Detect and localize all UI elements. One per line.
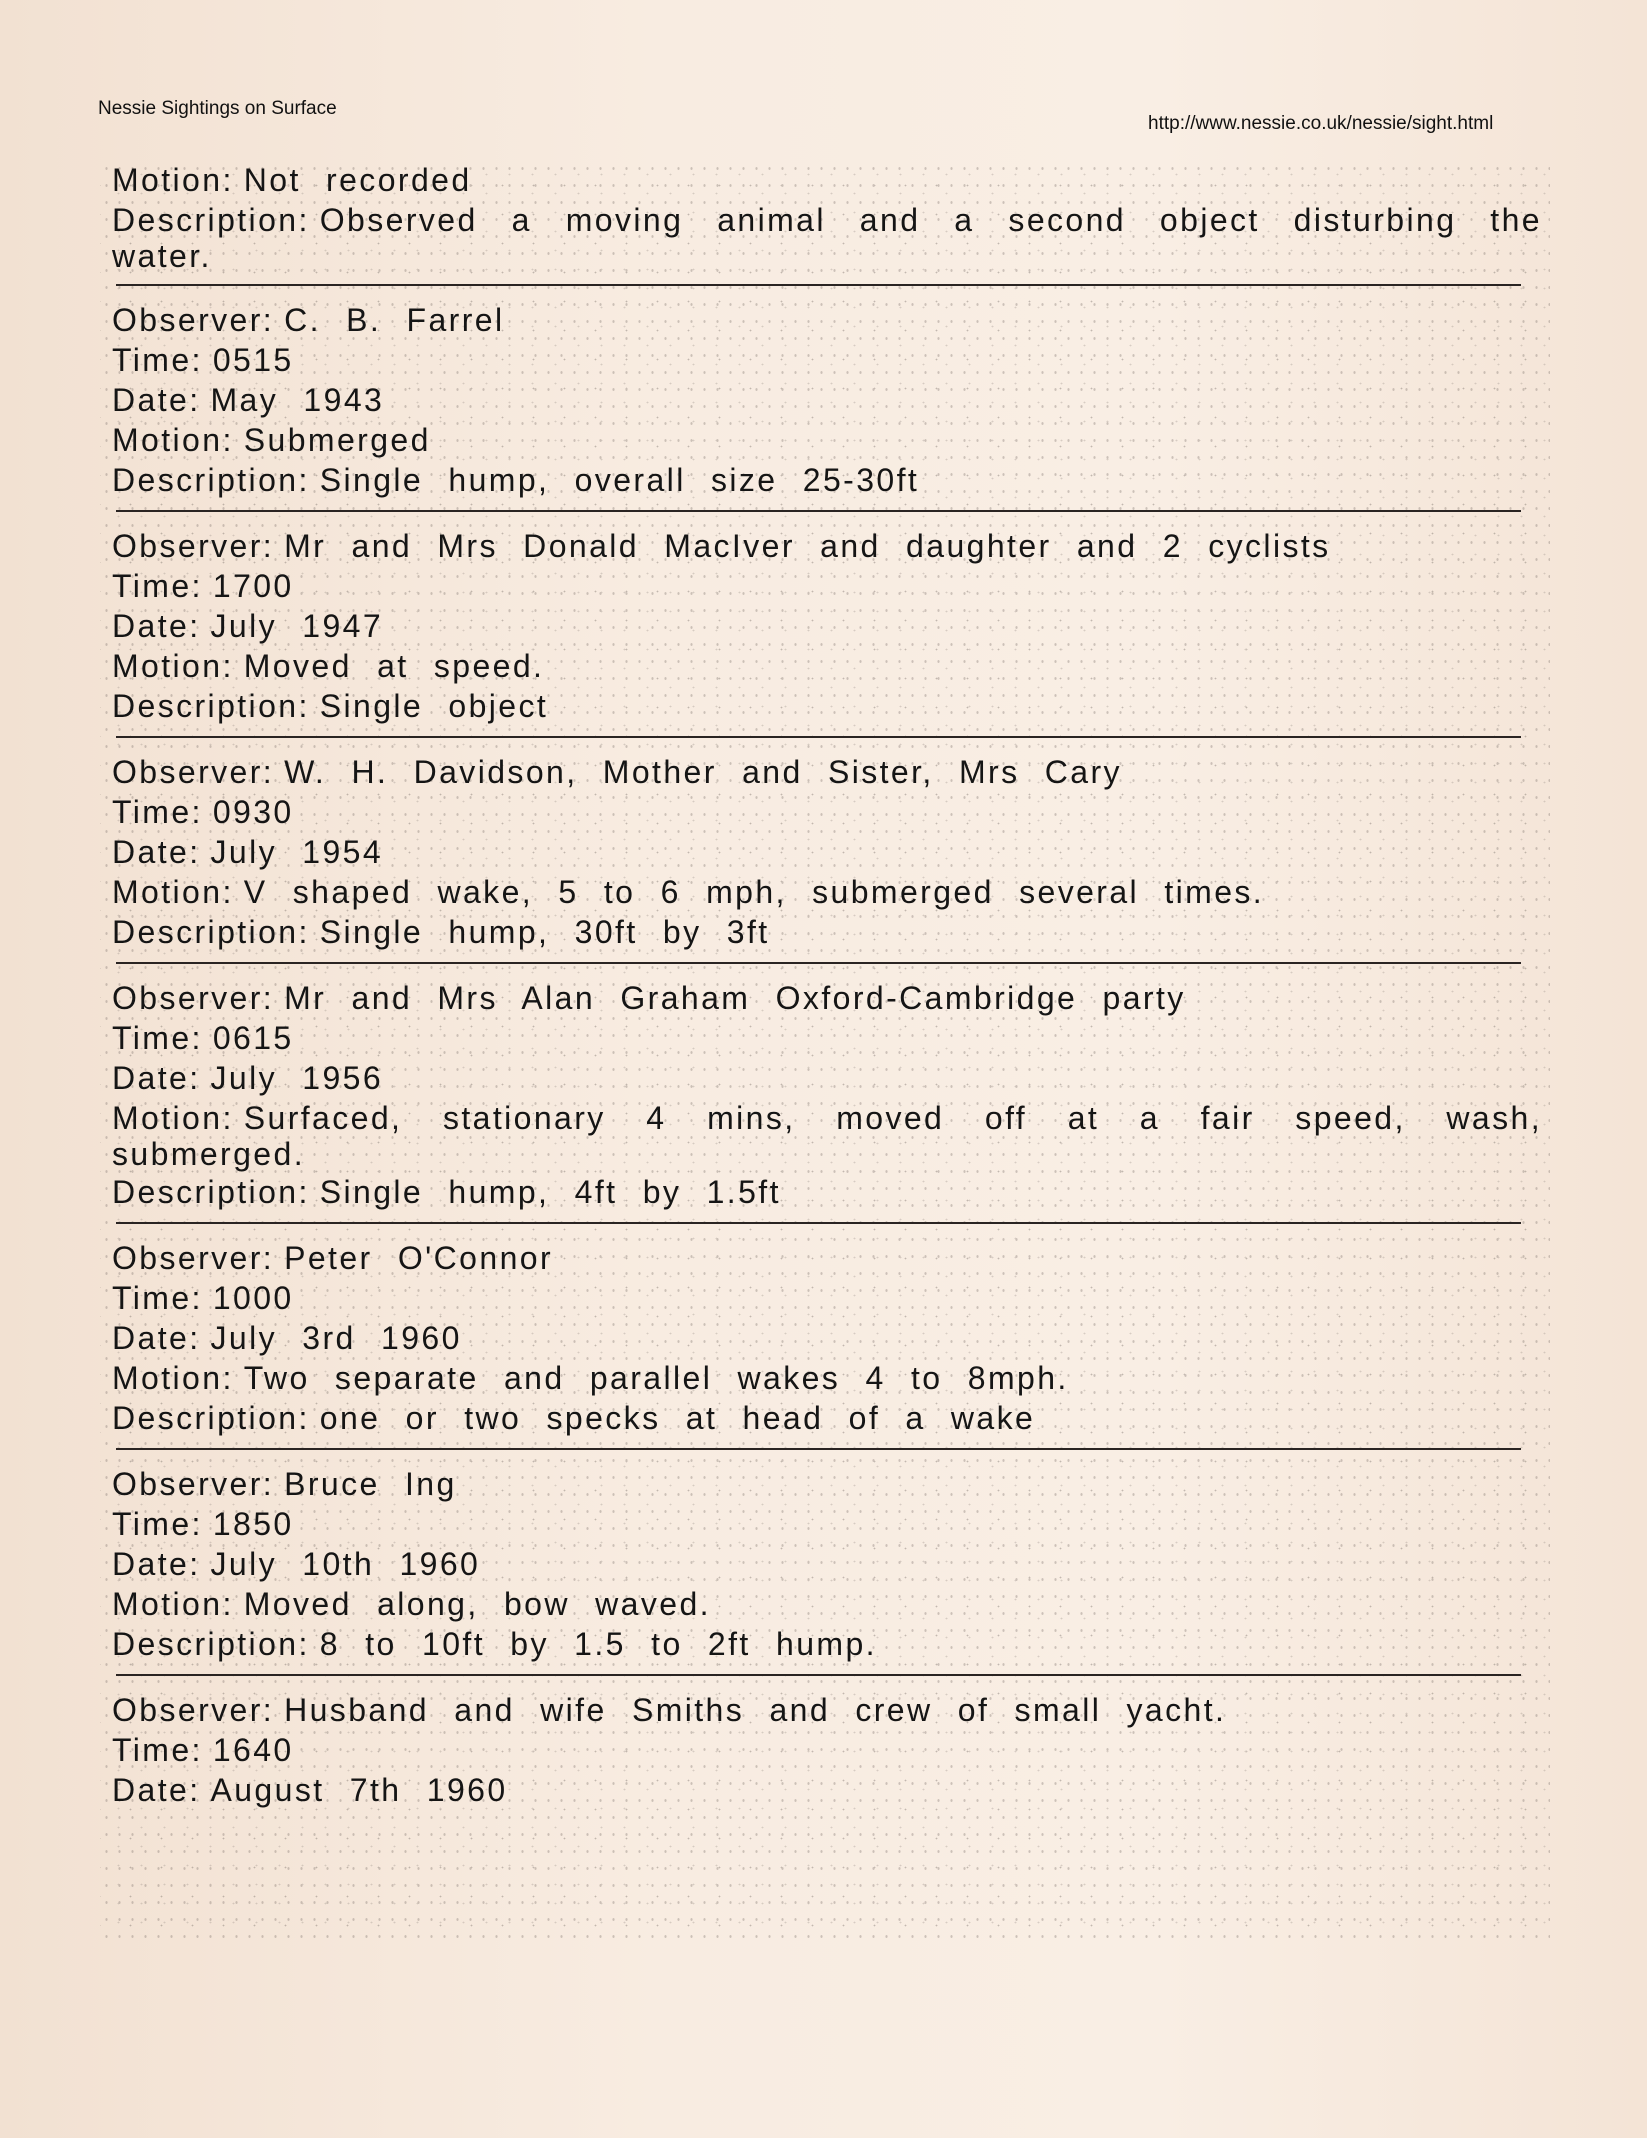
entry-time: 1700	[212, 568, 294, 604]
entry-observer-row	[112, 300, 1542, 340]
entry-date-row	[112, 1318, 1542, 1358]
sighting-entry	[112, 1238, 1542, 1450]
entry-description-row	[112, 1624, 1542, 1664]
time-label: Time:	[112, 1732, 203, 1768]
entry-description: 8 to 10ft by 1.5 to 2ft hump.	[319, 1626, 877, 1662]
entry-divider	[116, 962, 1521, 964]
date-label: Date:	[112, 1772, 201, 1808]
sightings-list	[112, 160, 1542, 1810]
entry-motion: Submerged	[243, 422, 431, 458]
entry-observer-row	[112, 1464, 1542, 1504]
entry-time: 0515	[212, 342, 294, 378]
page-header-title: Nessie Sightings on Surface	[98, 98, 337, 119]
motion-label: Motion:	[112, 1360, 234, 1396]
description-label: Description:	[112, 1400, 310, 1436]
entry-motion: Not recorded	[243, 162, 472, 198]
entry-description: Single hump, 4ft by 1.5ft	[319, 1174, 781, 1210]
time-label: Time:	[112, 568, 203, 604]
description-label: Description:	[112, 1626, 310, 1662]
sighting-entry	[112, 752, 1542, 964]
entry-observer: W. H. Davidson, Mother and Sister, Mrs Cary	[284, 754, 1122, 790]
entry-motion-row	[112, 872, 1542, 912]
motion-label: Motion:	[112, 1586, 234, 1622]
entry-observer-row	[112, 978, 1542, 1018]
date-label: Date:	[112, 1320, 201, 1356]
entry-observer-row	[112, 526, 1542, 566]
entry-description-row	[112, 1172, 1542, 1212]
entry-time: 0615	[212, 1020, 294, 1056]
entry-date: July 1947	[210, 608, 384, 644]
observer-label: Observer:	[112, 528, 275, 564]
entry-time-row	[112, 1730, 1542, 1770]
entry-description: Observed a moving animal and a second object disturbing the water.	[112, 202, 1542, 274]
entry-date: July 1954	[210, 834, 384, 870]
sighting-entry	[112, 300, 1542, 512]
sighting-entry	[112, 526, 1542, 738]
entry-time-row	[112, 1018, 1542, 1058]
entry-time-row	[112, 1278, 1542, 1318]
motion-label: Motion:	[112, 874, 234, 910]
entry-time-row	[112, 792, 1542, 832]
entry-time-row	[112, 1504, 1542, 1544]
sighting-entry-truncated	[112, 1690, 1542, 1810]
entry-divider	[116, 1222, 1521, 1224]
entry-description: Single object	[319, 688, 549, 724]
description-label: Description:	[112, 202, 310, 238]
entry-time: 1640	[212, 1732, 294, 1768]
entry-observer-row	[112, 1238, 1542, 1278]
entry-description: one or two specks at head of a wake	[319, 1400, 1036, 1436]
entry-motion-row	[112, 1358, 1542, 1398]
time-label: Time:	[112, 342, 203, 378]
entry-date-row	[112, 1544, 1542, 1584]
date-label: Date:	[112, 834, 201, 870]
motion-label: Motion:	[112, 648, 234, 684]
observer-label: Observer:	[112, 1240, 275, 1276]
entry-description: Single hump, 30ft by 3ft	[319, 914, 770, 950]
observer-label: Observer:	[112, 302, 275, 338]
entry-motion: Moved along, bow waved.	[243, 1586, 711, 1622]
motion-label: Motion:	[112, 422, 234, 458]
entry-date-row	[112, 1058, 1542, 1098]
entry-divider	[116, 1674, 1521, 1676]
date-label: Date:	[112, 382, 201, 418]
entry-observer: Husband and wife Smiths and crew of small yacht.	[284, 1692, 1227, 1728]
entry-observer-row	[112, 752, 1542, 792]
entry-divider	[116, 1448, 1521, 1450]
entry-date-row	[112, 1770, 1542, 1810]
entry-motion-row	[112, 1584, 1542, 1624]
entry-description-row	[112, 200, 1542, 274]
entry-divider	[116, 284, 1521, 286]
time-label: Time:	[112, 794, 203, 830]
date-label: Date:	[112, 1546, 201, 1582]
entry-divider	[116, 736, 1521, 738]
sighting-entry	[112, 978, 1542, 1224]
entry-date: July 1956	[210, 1060, 384, 1096]
entry-observer: Bruce Ing	[284, 1466, 457, 1502]
entry-motion-row	[112, 1098, 1542, 1172]
entry-divider	[116, 510, 1521, 512]
entry-observer: Mr and Mrs Alan Graham Oxford-Cambridge party	[284, 980, 1186, 1016]
entry-observer: Peter O'Connor	[284, 1240, 554, 1276]
entry-date-row	[112, 606, 1542, 646]
observer-label: Observer:	[112, 980, 275, 1016]
entry-motion: Surfaced, stationary 4 mins, moved off at a fair speed, wash, submerged.	[112, 1100, 1542, 1172]
entry-time-row	[112, 566, 1542, 606]
page-header-url: http://www.nessie.co.uk/nessie/sight.html	[1148, 113, 1494, 134]
entry-description-row	[112, 912, 1542, 952]
entry-observer-row	[112, 1690, 1542, 1730]
entry-time: 0930	[212, 794, 294, 830]
motion-label: Motion:	[112, 162, 234, 198]
sighting-entry-partial	[112, 160, 1542, 286]
entry-time: 1850	[212, 1506, 294, 1542]
entry-observer: C. B. Farrel	[284, 302, 505, 338]
entry-observer: Mr and Mrs Donald MacIver and daughter and 2 cyclists	[284, 528, 1331, 564]
entry-date: July 3rd 1960	[210, 1320, 462, 1356]
description-label: Description:	[112, 914, 310, 950]
time-label: Time:	[112, 1020, 203, 1056]
entry-time: 1000	[212, 1280, 294, 1316]
entry-motion: V shaped wake, 5 to 6 mph, submerged several times.	[243, 874, 1265, 910]
entry-motion: Two separate and parallel wakes 4 to 8mph.	[243, 1360, 1069, 1396]
entry-date-row	[112, 832, 1542, 872]
observer-label: Observer:	[112, 1692, 275, 1728]
time-label: Time:	[112, 1506, 203, 1542]
date-label: Date:	[112, 1060, 201, 1096]
entry-date: May 1943	[210, 382, 385, 418]
description-label: Description:	[112, 462, 310, 498]
entry-description: Single hump, overall size 25-30ft	[319, 462, 920, 498]
entry-date: July 10th 1960	[210, 1546, 481, 1582]
observer-label: Observer:	[112, 754, 275, 790]
time-label: Time:	[112, 1280, 203, 1316]
entry-motion: Moved at speed.	[243, 648, 545, 684]
description-label: Description:	[112, 1174, 310, 1210]
date-label: Date:	[112, 608, 201, 644]
entry-motion-row	[112, 420, 1542, 460]
entry-date: August 7th 1960	[210, 1772, 508, 1808]
entry-motion-row	[112, 646, 1542, 686]
entry-time-row	[112, 340, 1542, 380]
sighting-entry	[112, 1464, 1542, 1676]
entry-date-row	[112, 380, 1542, 420]
entry-description-row	[112, 460, 1542, 500]
observer-label: Observer:	[112, 1466, 275, 1502]
entry-description-row	[112, 686, 1542, 726]
entry-description-row	[112, 1398, 1542, 1438]
entry-motion-row	[112, 160, 1542, 200]
motion-label: Motion:	[112, 1100, 234, 1136]
description-label: Description:	[112, 688, 310, 724]
